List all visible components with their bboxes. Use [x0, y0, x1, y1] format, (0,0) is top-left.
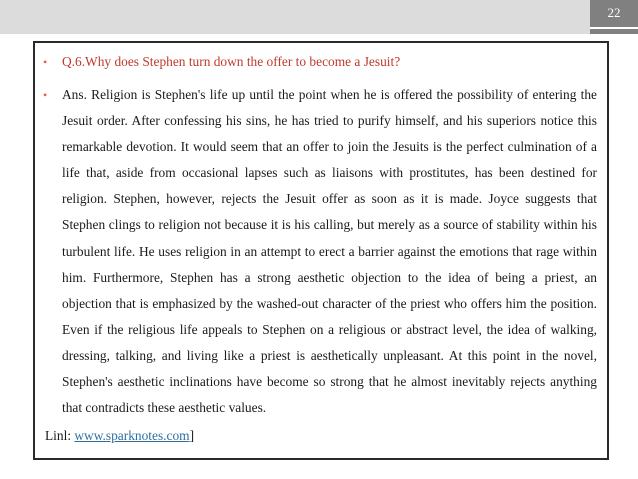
bullet-dot-icon: • — [43, 88, 48, 102]
question-bullet — [35, 52, 607, 72]
bullet-dot-icon: • — [43, 55, 48, 69]
top-band — [0, 0, 638, 34]
question-text: Q.6.Why does Stephen turn down the offer to become a Jesuit? — [62, 54, 401, 69]
answer-text: Ans. Religion is Stephen's life up until the point when he is offered the possibility of entering the Jesuit order. After confessing his sins, he has tried to purify himself, and his superiors notice this remarkable devotion. It would seem that an offer to join the Jesuits is the perfect culmination of a life that, aside from occasional lapses such as liaisons with prostitutes, has been destined for religion. Stephen, however, rejects the Jesuit offer as soon as it is made. Joyce suggests that Stephen clings to religion not because it is his calling, but merely as a source of stability within his turbulent life. He uses religion in an attempt to erect a barrier against the emotions that rage within him. Furthermore, Stephen has a strong aesthetic objection to the idea of being a priest, an objection that is emphasized by the washed-out character of the priest who offers him the position. Even if the religious life appeals to Stephen on a religious or abstract level, the idea of walking, dressing, talking, and living like a priest is aesthetically unpleasant. At this point in the novel, Stephen's aesthetic inclinations have become so strong that he almost inevitably rejects anything that contradicts these aesthetic values. — [62, 87, 597, 416]
link-close: ] — [189, 428, 195, 444]
content-box — [33, 41, 609, 460]
slide-number-divider — [590, 27, 638, 29]
source-link-line — [35, 426, 607, 446]
slide-number: 22 — [590, 0, 638, 34]
answer-bullet — [35, 82, 607, 421]
link-label: Linl: — [45, 428, 75, 444]
source-link[interactable]: www.sparknotes.com — [74, 428, 190, 444]
